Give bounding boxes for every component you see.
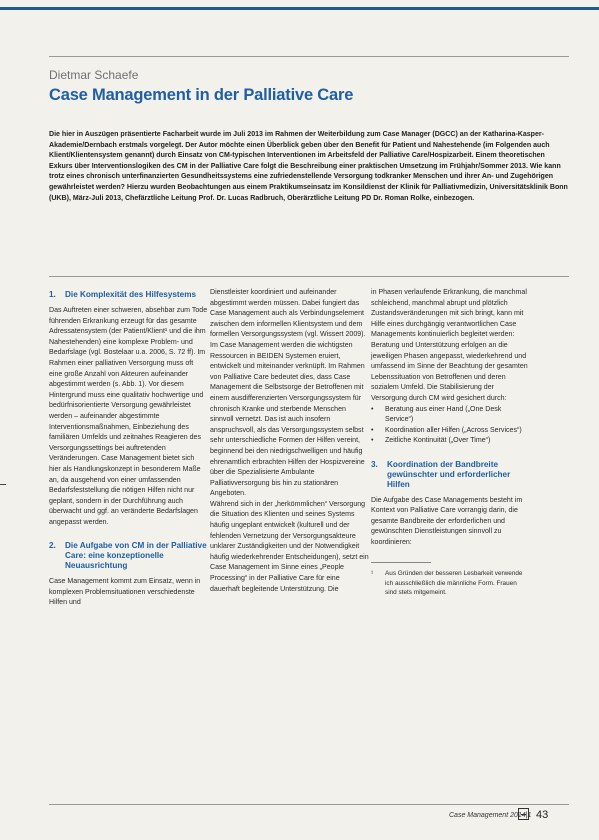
- list-item: • Beratung aus einer Hand („One Desk Service“): [371, 405, 502, 424]
- section-number: 2.: [49, 541, 56, 551]
- list-item: • Zeitliche Kontinuität („Over Time“): [371, 437, 491, 445]
- top-color-bar: [0, 7, 599, 10]
- author-name: Dietmar Schaefe: [49, 68, 139, 82]
- journal-logo-icon: [518, 808, 529, 820]
- paragraph: Das Auftreten einer schweren, absehbar zum Tode führenden Erkrankung erzeugt für das gesamte Adressatensystem (der Patient/Klient¹ und die ihm Nahestehenden) eine komplexe Problem- und Bedarfslage (vgl. Bostelaar u.a. 2006, S. 72 ff). Im Rahmen einer palliativen Versorgung muss oft eine große Anzahl von Akteuren aufeinander abgestimmt werden (s. Abb. 1). Vor diesem Hintergrund muss eine qualitativ hochwertige und bedürfnisorientierte Versorgung gewährleistet werden – aufeinander abgestimmte Interventionsmaßnahmen, Einbeziehung des familiären Umfelds und zeitnahes Reagieren des Versorgungssettings bei auftretenden Veränderungen. Case Management bietet sich hier als Handlungskonzept in besonderem Maße an, da ausgehend von einer umfassenden Bedarfsfeststellung die nötigen Hilfen nicht nur geplant, sondern in der Durchführung auch überwacht und ggf. an veränderte Bedarfslagen angepasst werden.: [49, 307, 208, 526]
- section-heading-3: [371, 460, 530, 490]
- paragraph: in Phasen verlaufende Erkrankung, die manchmal schleichend, manchmal abrupt und plötzlich Zustandsveränderungen mit sich bringt, kann mit Hilfe eines durchgängig verantwortlichen Case Managements kontinuierlich begleitet werden: Beratung und Unterstützung erfolgen an die jeweiligen Phasen angepasst, wiederkehrend und umfassend im Sinne der Beachtung der gesamten Lebenssituation von Betroffenen und deren sozialem Umfeld. Die Stabilisierung der Versorgung durch CM wird gesichert durch:: [371, 289, 528, 402]
- footnote-text: Aus Gründen der besseren Lesbarkeit verwende ich ausschließlich die männliche Form. Frauen sind stets mitgemeint.: [385, 570, 523, 596]
- intro-abstract: Die hier in Auszügen präsentierte Facharbeit wurde im Juli 2013 im Rahmen der Weiterbildung zum Case Manager (DGCC) an der Katharina-Kasper-Akademie/Dernbach erstmals vorgelegt. Der Autor möchte einen Überblick geben über den Benefit für Patient und Nahestehende (im Folgenden auch Klient/Klientensystem genannt) durch Einsatz von CM-typischen Interventionen im Arbeitsfeld der Palliative Care/Hospizarbeit. Einem theoretischen Exkurs über Interventionslogiken des CM in der Palliative Care folgt die Beschreibung einer praktischen Umsetzung im Frühjahr/Sommer 2013. Wie kann trotz eines chronisch unterfinanzierten Gesundheitssystems eine zufriedenstellende Versorgung todkranker Menschen und ihrer An- und Zugehörigen gewährleistet werden? Hierzu wurden Beobachtungen aus einem Praktikumseinsatz im Konsildienst der Klinik für Palliativmedizin, Universitätsklinik Bonn (UKB), März-Juli 2013, Chefärztliche Leitung Prof. Dr. Lucas Radbruch, Oberärztliche Leitung PD Dr. Roman Rolke, einbezogen.: [49, 131, 568, 202]
- paragraph: Case Management kommt zum Einsatz, wenn in komplexen Problemsituationen verschiedenste Hilfen und: [49, 578, 201, 607]
- paragraph: Die Aufgabe des Case Managements besteht im Kontext von Palliative Care vorrangig darin, die gesamte Bandbreite der erforderlichen und gewünschten Dienstleistungen sinnvoll zu koordinieren:: [371, 496, 523, 546]
- column-3: [371, 288, 530, 597]
- bullet-list: [371, 405, 530, 447]
- crop-mark: [0, 484, 6, 485]
- page-number: 43: [536, 809, 549, 821]
- page-footer: [0, 807, 599, 827]
- section-number: 1.: [49, 290, 56, 299]
- footer-rule: [49, 804, 569, 805]
- article-title: Case Management in der Palliative Care: [49, 86, 354, 104]
- section-heading-text: Koordination der Bandbreite gewünschter und erforderlicher Hilfen: [387, 459, 511, 489]
- section-heading-2: [49, 541, 208, 571]
- footnote-rule: [371, 562, 431, 563]
- header-rule: [49, 56, 569, 57]
- column-2: [210, 288, 369, 595]
- list-item: • Koordination aller Hilfen („Across Services“): [371, 426, 522, 434]
- footnote-mark: ¹: [371, 570, 374, 578]
- section-heading-text: Die Aufgabe von CM in der Palliative Care: eine konzeptionelle Neuausrichtung: [65, 541, 207, 571]
- paragraph: Während sich in der „herkömmlichen“ Versorgung die Situation des Klienten und seines Systems häufig ungeplant entwickelt (kulturell und der fehlenden Vernetzung der Versorgungsakteure unklarer Zuständigkeiten und der Notwendigkeit häufig wiederkehrender Entscheidungen), setzt ein Case Management im Sinne eines „People Processing“ in der Palliative Care für eine dauerhaft begleitende Unterstützung. Die: [210, 500, 369, 593]
- intro-divider: [49, 276, 569, 277]
- section-number: 3.: [371, 459, 378, 469]
- column-1: [49, 288, 208, 609]
- journal-name: Case Management 2014|1: [449, 812, 532, 819]
- section-heading-1: [49, 290, 208, 300]
- footnote: [371, 569, 530, 597]
- section-heading-text: Die Komplexität des Hilfesystems: [65, 290, 197, 299]
- paragraph: Dienstleister koordiniert und aufeinander abgestimmt werden müssen. Dabei fungiert das Case Management auch als Verbindungselement zwischen dem informellen Klientsystem und dem formellen Versorgungssystem (vgl. Wissert 2009). Im Case Management werden die wichtigsten Ressourcen in BEIDEN Systemen eruiert, entwickelt und miteinander verknüpft. Im Rahmen von Palliative Care bedeutet dies, dass Case Management die Selbstsorge der Betroffenen mit einem ausdifferenzierten Versorgungssystem für chronisch Kranke und sterbende Menschen sinnvoll vernetzt. Das ist auch insofern anspruchsvoll, als das Versorgungssystem selbst sehr unterschiedliche Formen der Hilfen vereint, beginnend bei den niedrigschwelligen und häufig ehrenamtlich erbrachten Hilfen der Hospizvereine über die Spezialisierte Ambulante Palliativversorgung bis hin zu stationären Angeboten.: [210, 289, 366, 498]
